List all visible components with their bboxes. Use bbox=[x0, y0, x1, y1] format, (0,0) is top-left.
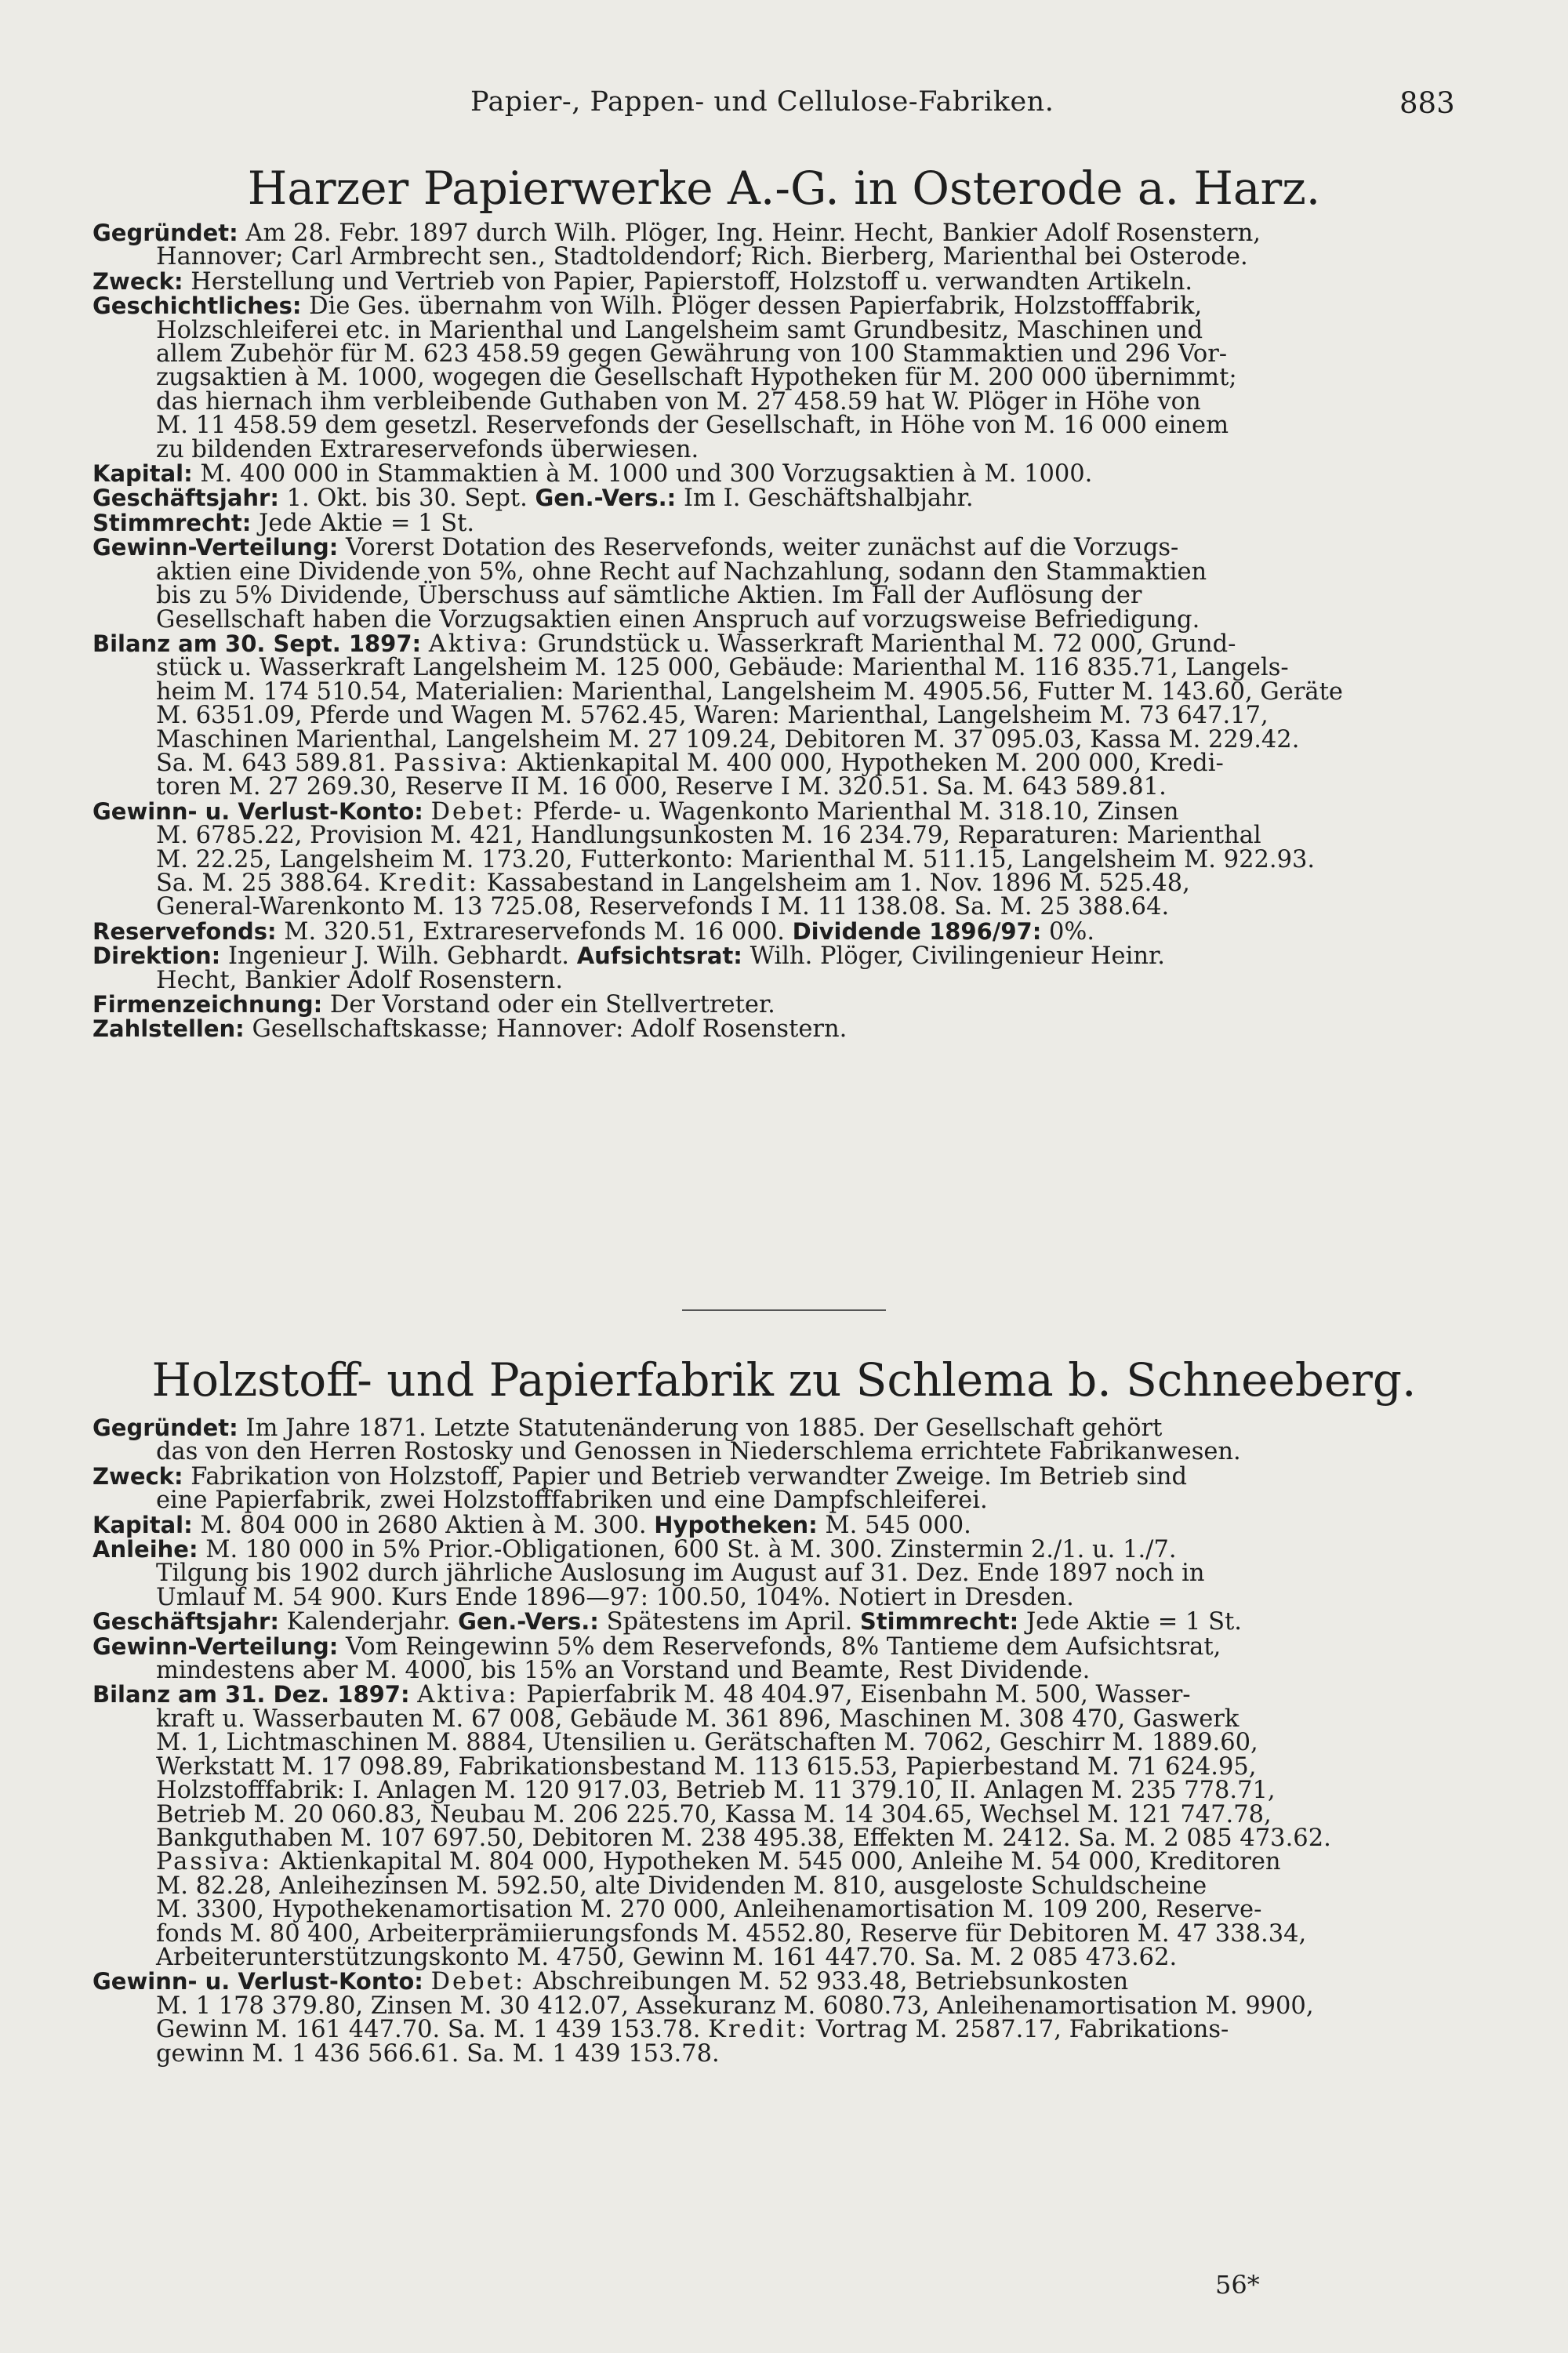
text-run: Im Jahre 1871. Letzte Statutenänderung von 1885. Der Gesellschaft gehört bbox=[238, 1414, 1163, 1442]
field-label: Gen.-Vers.: bbox=[458, 1608, 599, 1636]
text-line bbox=[93, 775, 1458, 799]
text-run: Gewinn M. 161 447.70. Sa. M. 1 439 153.78. bbox=[156, 2016, 709, 2044]
text-line bbox=[93, 435, 1458, 463]
field-label: Stimmrecht: bbox=[93, 509, 252, 536]
text-run: Aktiva: bbox=[428, 630, 531, 658]
text-line bbox=[93, 1898, 1458, 1922]
field-label: Reservefonds: bbox=[93, 917, 277, 945]
text-line bbox=[93, 485, 1458, 513]
field-label: Aufsichtsrat: bbox=[576, 942, 742, 970]
text-line bbox=[93, 1943, 1458, 1971]
text-run: 1. Okt. bis 30. Sept. bbox=[278, 485, 535, 513]
text-run: M. 545 000. bbox=[817, 1511, 971, 1539]
text-run: Wilh. Plöger, Civilingenieur Heinr. bbox=[742, 942, 1165, 971]
text-run: Gesellschaft haben die Vorzugsaktien einen Anspruch auf vorzugsweise Befriedigung. bbox=[156, 605, 1200, 634]
text-line bbox=[93, 895, 1458, 919]
text-run: Vorerst Dotation des Reservefonds, weiter zunächst auf die Vorzugs- bbox=[338, 534, 1179, 562]
text-run: Jede Aktie = 1 St. bbox=[1018, 1608, 1242, 1636]
company-title-harzer: Harzer Papierwerke A.-G. in Osterode a. Harz. bbox=[247, 162, 1321, 215]
text-line bbox=[93, 1487, 1458, 1515]
text-line bbox=[93, 245, 1458, 269]
text-run: Vom Reingewinn 5% dem Reservefonds, 8% Tantieme dem Aufsichtsrat, bbox=[338, 1632, 1221, 1661]
text-run: Aktiva: bbox=[417, 1681, 519, 1709]
section-divider bbox=[682, 1309, 886, 1311]
text-run: mindestens aber M. 4000, bis 15% an Vorstand und Beamte, Rest Dividende. bbox=[156, 1657, 1091, 1685]
text-line bbox=[93, 797, 1458, 826]
text-run: Arbeiterunterstützungskonto M. 4750, Gewinn M. 161 447.70. Sa. M. 2 085 473.62. bbox=[156, 1943, 1178, 1971]
text-line bbox=[93, 993, 1458, 1017]
field-label: Geschäftsjahr: bbox=[93, 1608, 279, 1636]
text-run: Abschreibungen M. 52 933.48, Betriebsunkosten bbox=[525, 1968, 1129, 1996]
text-run: M. 804 000 in 2680 Aktien à M. 300. bbox=[192, 1511, 655, 1539]
text-run: Aktienkapital M. 804 000, Hypotheken M. 545 000, Anleihe M. 54 000, Kreditoren bbox=[272, 1848, 1281, 1876]
text-run: Gesellschaftskasse; Hannover: Adolf Rosenstern. bbox=[244, 1015, 848, 1044]
text-run: bis zu 5% Dividende, Überschuss auf sämtliche Aktien. Im Fall der Auflösung der bbox=[156, 582, 1142, 610]
text-run: Debet: bbox=[430, 797, 526, 826]
text-run: Debet: bbox=[430, 1968, 526, 1996]
text-line bbox=[93, 316, 1458, 344]
text-run: Sa. M. 643 589.81. bbox=[156, 749, 394, 777]
text-run: Betrieb M. 20 060.83, Neubau M. 206 225.70, Kassa M. 14 304.65, Wechsel M. 121 747.78, bbox=[156, 1800, 1272, 1828]
text-run: Hecht, Bankier Adolf Rosenstern. bbox=[156, 966, 564, 994]
text-line bbox=[93, 1919, 1458, 1948]
text-line bbox=[93, 1416, 1458, 1440]
text-line bbox=[93, 292, 1458, 321]
text-line bbox=[93, 1970, 1458, 1994]
field-label: Gegründet: bbox=[93, 220, 238, 246]
text-line bbox=[93, 340, 1458, 369]
text-run: Werkstatt M. 17 098.89, Fabrikationsbestand M. 113 615.53, Papierbestand M. 71 624.95, bbox=[156, 1752, 1257, 1781]
text-run: M. 22.25, Langelsheim M. 173.20, Futterkonto: Marienthal M. 511.15, Langelsheim M. 922.93. bbox=[156, 845, 1316, 873]
text-line bbox=[93, 869, 1458, 897]
text-line bbox=[93, 605, 1458, 634]
field-label: Kapital: bbox=[93, 1511, 193, 1538]
text-line bbox=[93, 536, 1458, 560]
text-line bbox=[93, 1752, 1458, 1781]
text-line bbox=[93, 725, 1458, 753]
text-run: das hiernach ihm verbleibende Guthaben von M. 27 458.59 hat W. Plöger in Höhe von bbox=[156, 387, 1201, 416]
text-line bbox=[93, 1705, 1458, 1733]
text-line bbox=[93, 942, 1458, 971]
page-number: 883 bbox=[1399, 86, 1455, 120]
text-line bbox=[93, 267, 1458, 296]
text-run: Aktienkapital M. 400 000, Hypotheken M. 200 000, Kredi- bbox=[510, 749, 1224, 777]
field-label: Stimmrecht: bbox=[859, 1608, 1019, 1636]
field-label: Kapital: bbox=[93, 460, 193, 488]
text-run: Holzschleiferei etc. in Marienthal und Langelsheim samt Grundbesitz, Maschinen und bbox=[156, 316, 1203, 344]
text-run: Grundstück u. Wasserkraft Marienthal M. 72 000, Grund- bbox=[530, 630, 1236, 658]
text-run: Passiva: bbox=[156, 1848, 273, 1876]
text-run: Spätestens im April. bbox=[598, 1608, 860, 1636]
text-line bbox=[93, 845, 1458, 873]
text-run: M. 1, Lichtmaschinen M. 8884, Utensilien u. Gerätschaften M. 7062, Geschirr M. 1889.60, bbox=[156, 1729, 1258, 1757]
text-run: fonds M. 80 400, Arbeiterprämiierungsfonds M. 4552.80, Reserve für Debitoren M. 47 338.34, bbox=[156, 1919, 1307, 1948]
text-run: Kassabestand in Langelsheim am 1. Nov. 1896 M. 525.48, bbox=[478, 869, 1190, 897]
text-run: gewinn M. 1 436 566.61. Sa. M. 1 439 153.78. bbox=[156, 2039, 720, 2068]
text-line bbox=[93, 1872, 1458, 1900]
text-run: M. 1 178 379.80, Zinsen M. 30 412.07, Assekuranz M. 6080.73, Anleihenamortisation M. 9900, bbox=[156, 1992, 1314, 2020]
text-line bbox=[93, 1824, 1458, 1852]
text-run: aktien eine Dividende von 5%, ohne Recht auf Nachzahlung, sodann den Stammaktien bbox=[156, 557, 1207, 586]
text-line bbox=[93, 1538, 1458, 1562]
field-label: Gewinn- u. Verlust-Konto: bbox=[93, 797, 423, 825]
text-line bbox=[93, 1659, 1458, 1683]
text-run: M. 6351.09, Pferde und Wagen M. 5762.45, Waren: Marienthal, Langelsheim M. 73 647.17, bbox=[156, 702, 1269, 730]
field-label: Bilanz am 31. Dez. 1897: bbox=[93, 1681, 410, 1708]
field-label: Gegründet: bbox=[93, 1414, 238, 1441]
text-line bbox=[93, 1992, 1458, 2020]
text-line bbox=[93, 677, 1458, 706]
text-line bbox=[93, 366, 1458, 390]
text-line bbox=[93, 511, 1458, 536]
text-line bbox=[93, 1850, 1458, 1874]
text-run: M. 320.51, Extrareservefonds M. 16 000. bbox=[276, 917, 793, 946]
text-run: Tilgung bis 1902 durch jährliche Auslosung im August auf 31. Dez. Ende 1897 noch in bbox=[156, 1560, 1205, 1588]
field-label: Gen.-Vers.: bbox=[535, 485, 677, 512]
text-run: Am 28. Febr. 1897 durch Wilh. Plöger, Ing. Heinr. Hecht, Bankier Adolf Rosenstern, bbox=[238, 220, 1261, 247]
text-line bbox=[93, 414, 1458, 438]
text-run: Kredit: bbox=[378, 869, 479, 897]
text-run: M. 82.28, Anleihezinsen M. 592.50, alte Dividenden M. 810, ausgeloste Schuldscheine bbox=[156, 1872, 1207, 1900]
text-line bbox=[93, 1800, 1458, 1828]
text-run: Maschinen Marienthal, Langelsheim M. 27 109.24, Debitoren M. 37 095.03, Kassa M. 229.42. bbox=[156, 725, 1300, 753]
text-run: Passiva: bbox=[394, 749, 510, 777]
field-label: Gewinn- u. Verlust-Konto: bbox=[93, 1968, 423, 1995]
text-run: eine Papierfabrik, zwei Holzstofffabriken und eine Dampfschleiferei. bbox=[156, 1487, 988, 1515]
text-run: allem Zubehör für M. 623 458.59 gegen Gewährung von 100 Stammaktien und 296 Vor- bbox=[156, 340, 1228, 369]
text-run: M. 400 000 in Stammaktien à M. 1000 und 300 Vorzugsaktien à M. 1000. bbox=[192, 460, 1093, 488]
text-line bbox=[93, 824, 1458, 848]
text-run: stück u. Wasserkraft Langelsheim M. 125 000, Gebäude: Marienthal M. 116 835.71, Langels- bbox=[156, 654, 1289, 682]
text-line bbox=[93, 917, 1458, 946]
text-run: zugsaktien à M. 1000, wogegen die Gesellschaft Hypotheken für M. 200 000 übernimmt; bbox=[156, 364, 1237, 392]
field-label: Hypotheken: bbox=[654, 1511, 818, 1538]
text-run: Hannover; Carl Armbrecht sen., Stadtoldendorf; Rich. Bierberg, Marienthal bei Osterode. bbox=[156, 243, 1248, 271]
text-run: Holzstofffabrik: I. Anlagen M. 120 917.03, Betrieb M. 11 379.10, II. Anlagen M. 235 778.71, bbox=[156, 1777, 1276, 1805]
text-line bbox=[93, 1462, 1458, 1491]
text-line bbox=[93, 966, 1458, 994]
text-line bbox=[93, 1015, 1458, 1044]
field-label: Bilanz am 30. Sept. 1897: bbox=[93, 630, 422, 657]
text-line bbox=[93, 557, 1458, 586]
text-line bbox=[93, 1513, 1458, 1538]
field-label: Zweck: bbox=[93, 267, 183, 295]
text-run: Kredit: bbox=[708, 2016, 809, 2044]
text-line bbox=[93, 632, 1458, 656]
running-head: Papier-, Pappen- und Cellulose-Fabriken. bbox=[470, 86, 1054, 118]
text-run: General-Warenkonto M. 13 725.08, Reservefonds I M. 11 138.08. Sa. M. 25 388.64. bbox=[156, 893, 1170, 921]
text-run: Kalenderjahr. bbox=[278, 1608, 459, 1636]
text-run: das von den Herren Rostosky und Genossen in Niederschlema errichtete Fabrikanwesen. bbox=[156, 1438, 1241, 1466]
field-label: Zweck: bbox=[93, 1462, 183, 1490]
field-label: Direktion: bbox=[93, 942, 221, 970]
field-label: Gewinn-Verteilung: bbox=[93, 534, 339, 561]
field-label: Gewinn-Verteilung: bbox=[93, 1632, 339, 1660]
field-label: Geschichtliches: bbox=[93, 292, 302, 320]
text-run: Jede Aktie = 1 St. bbox=[251, 509, 475, 537]
text-line bbox=[93, 221, 1458, 245]
text-run: toren M. 27 269.30, Reserve II M. 16 000, Reserve I M. 320.51. Sa. M. 643 589.81. bbox=[156, 773, 1167, 801]
text-line bbox=[93, 749, 1458, 777]
text-run: zu bildenden Extrareservefonds überwiesen. bbox=[156, 435, 699, 463]
text-line bbox=[93, 1779, 1458, 1803]
text-run: Ingenieur J. Wilh. Gebhardt. bbox=[220, 942, 577, 971]
text-run: Umlauf M. 54 900. Kurs Ende 1896—97: 100.50, 104%. Notiert in Dresden. bbox=[156, 1583, 1074, 1611]
field-label: Anleihe: bbox=[93, 1536, 198, 1563]
text-run: Sa. M. 25 388.64. bbox=[156, 869, 379, 897]
text-run: 0%. bbox=[1041, 917, 1095, 946]
text-line bbox=[93, 1440, 1458, 1464]
text-line bbox=[93, 1560, 1458, 1588]
text-line bbox=[93, 1610, 1458, 1634]
field-label: Dividende 1896/97: bbox=[792, 917, 1042, 945]
field-label: Zahlstellen: bbox=[93, 1015, 245, 1043]
text-line bbox=[93, 1731, 1458, 1755]
text-run: Papierfabrik M. 48 404.97, Eisenbahn M. 500, Wasser- bbox=[518, 1681, 1191, 1709]
text-line bbox=[93, 462, 1458, 486]
text-run: Pferde- u. Wagenkonto Marienthal M. 318.10, Zinsen bbox=[525, 797, 1179, 826]
text-run: M. 11 458.59 dem gesetzl. Reservefonds der Gesellschaft, in Höhe von M. 16 000 einem bbox=[156, 412, 1229, 440]
text-run: Vortrag M. 2587.17, Fabrikations- bbox=[808, 2016, 1229, 2044]
text-run: Die Ges. übernahm von Wilh. Plöger dessen Papierfabrik, Holzstofffabrik, bbox=[301, 292, 1203, 321]
field-label: Firmenzeichnung: bbox=[93, 991, 323, 1018]
text-line bbox=[93, 387, 1458, 416]
entry-holzstoff-schlema bbox=[93, 1416, 1458, 2066]
text-run: M. 180 000 in 5% Prior.-Obligationen, 600 St. à M. 300. Zinstermin 2./1. u. 1./7. bbox=[198, 1536, 1177, 1564]
text-run: Herstellung und Vertrieb von Papier, Papierstoff, Holzstoff u. verwandten Artikeln. bbox=[183, 267, 1193, 296]
text-line bbox=[93, 2018, 1458, 2042]
signature-mark: 56* bbox=[1215, 2270, 1260, 2300]
text-line bbox=[93, 2039, 1458, 2068]
text-run: M. 6785.22, Provision M. 421, Handlungsunkosten M. 16 234.79, Reparaturen: Marienthal bbox=[156, 822, 1261, 850]
text-line bbox=[93, 1683, 1458, 1707]
text-run: heim M. 174 510.54, Materialien: Marienthal, Langelsheim M. 4905.56, Futter M. 143.60, Geräte bbox=[156, 677, 1343, 706]
field-label: Geschäftsjahr: bbox=[93, 485, 279, 512]
text-line bbox=[93, 584, 1458, 608]
text-line bbox=[93, 1632, 1458, 1661]
entry-harzer-papierwerke bbox=[93, 221, 1458, 1042]
text-line bbox=[93, 1583, 1458, 1611]
text-line bbox=[93, 704, 1458, 728]
text-run: M. 3300, Hypothekenamortisation M. 270 000, Anleihenamortisation M. 109 200, Reserve- bbox=[156, 1896, 1262, 1924]
text-run: Im I. Geschäftshalbjahr. bbox=[676, 485, 974, 513]
text-run: Der Vorstand oder ein Stellvertreter. bbox=[322, 991, 775, 1019]
text-run: kraft u. Wasserbauten M. 67 008, Gebäude M. 361 896, Maschinen M. 308 470, Gaswerk bbox=[156, 1705, 1240, 1733]
text-run: Fabrikation von Holzstoff, Papier und Betrieb verwandter Zweige. Im Betrieb sind bbox=[183, 1462, 1188, 1491]
text-run: Bankguthaben M. 107 697.50, Debitoren M. 238 495.38, Effekten M. 2412. Sa. M. 2 085 473.62. bbox=[156, 1824, 1331, 1852]
text-line bbox=[93, 656, 1458, 680]
company-title-schlema: Holzstoff- und Papierfabrik zu Schlema b. Schneeberg. bbox=[151, 1353, 1417, 1407]
